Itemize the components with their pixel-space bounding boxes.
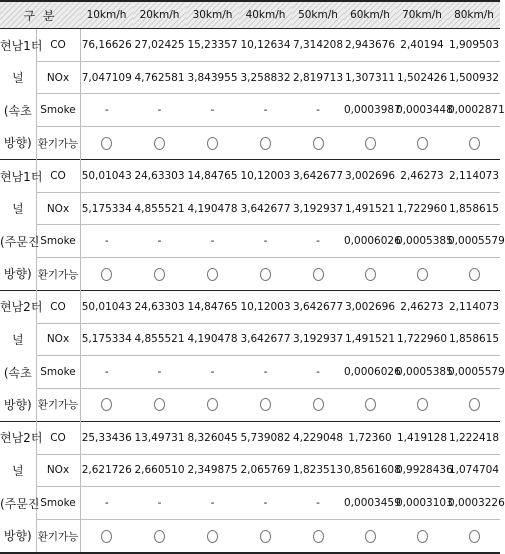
circle-icon bbox=[207, 398, 218, 411]
value-cell: 0,0003448 bbox=[396, 94, 448, 127]
value-cell: 2,065769 bbox=[239, 454, 292, 487]
row-item-label: 환기가능 bbox=[36, 127, 80, 160]
value-cell: 1,858615 bbox=[448, 323, 500, 356]
value-cell: 50,01043 bbox=[80, 159, 133, 192]
ventilation-cell bbox=[186, 127, 239, 160]
table-row bbox=[0, 290, 500, 323]
value-cell: - bbox=[292, 225, 344, 258]
value-cell: 0,0003459 bbox=[344, 487, 396, 520]
value-cell: 14,84765 bbox=[186, 159, 239, 192]
section-label-line: 방향) bbox=[0, 520, 36, 553]
value-cell: 76,16626 bbox=[80, 29, 133, 62]
value-cell: 0,8561608 bbox=[344, 454, 396, 487]
value-cell: 1,491521 bbox=[344, 323, 396, 356]
value-cell: 0,0005579 bbox=[448, 225, 500, 258]
value-cell: 10,12634 bbox=[239, 29, 292, 62]
value-cell: 2,660510 bbox=[133, 454, 186, 487]
circle-icon bbox=[101, 398, 112, 411]
value-cell: 1,307311 bbox=[344, 61, 396, 94]
header-speed: 30km/h bbox=[186, 1, 239, 29]
ventilation-cell bbox=[396, 520, 448, 553]
circle-icon bbox=[469, 137, 480, 150]
row-item-label: NOx bbox=[36, 323, 80, 356]
table-row bbox=[0, 258, 500, 291]
row-item-label: CO bbox=[36, 159, 80, 192]
value-cell: 3,843955 bbox=[186, 61, 239, 94]
section-label-line: (주문진 bbox=[0, 225, 36, 258]
header-speed: 50km/h bbox=[292, 1, 344, 29]
section-label-line: 널 bbox=[0, 61, 36, 94]
header-speed: 20km/h bbox=[133, 1, 186, 29]
value-cell: 3,258832 bbox=[239, 61, 292, 94]
value-cell: 1,419128 bbox=[396, 421, 448, 454]
row-item-label: CO bbox=[36, 29, 80, 62]
value-cell: 50,01043 bbox=[80, 290, 133, 323]
row-item-label: Smoke bbox=[36, 487, 80, 520]
value-cell: - bbox=[186, 225, 239, 258]
section-label-line: (속초 bbox=[0, 356, 36, 389]
ventilation-cell bbox=[133, 389, 186, 422]
ventilation-cell bbox=[396, 389, 448, 422]
circle-icon bbox=[260, 398, 271, 411]
value-cell: 2,621726 bbox=[80, 454, 133, 487]
circle-icon bbox=[313, 268, 324, 281]
header-speed: 60km/h bbox=[344, 1, 396, 29]
circle-icon bbox=[469, 268, 480, 281]
circle-icon bbox=[365, 137, 376, 150]
value-cell: 4,855521 bbox=[133, 323, 186, 356]
section-label-line: 널 bbox=[0, 454, 36, 487]
ventilation-cell bbox=[344, 127, 396, 160]
table-row bbox=[0, 323, 500, 356]
value-cell: - bbox=[292, 94, 344, 127]
row-item-label: 환기가능 bbox=[36, 258, 80, 291]
ventilation-cell bbox=[396, 127, 448, 160]
circle-icon bbox=[101, 530, 112, 543]
value-cell: - bbox=[186, 487, 239, 520]
value-cell: - bbox=[239, 356, 292, 389]
value-cell: 3,642677 bbox=[292, 290, 344, 323]
value-cell: 1,72360 bbox=[344, 421, 396, 454]
table-row bbox=[0, 61, 500, 94]
value-cell: 7,314208 bbox=[292, 29, 344, 62]
value-cell: - bbox=[80, 356, 133, 389]
value-cell: - bbox=[80, 487, 133, 520]
circle-icon bbox=[417, 398, 428, 411]
value-cell: - bbox=[80, 225, 133, 258]
table-row bbox=[0, 487, 500, 520]
value-cell: 4,229048 bbox=[292, 421, 344, 454]
value-cell: - bbox=[133, 94, 186, 127]
value-cell: 1,491521 bbox=[344, 192, 396, 225]
table-body bbox=[0, 29, 505, 554]
value-cell: 0,0006026 bbox=[344, 225, 396, 258]
ventilation-cell bbox=[292, 389, 344, 422]
row-item-label: 환기가능 bbox=[36, 389, 80, 422]
section-label-line: 현남1터 bbox=[0, 159, 36, 192]
value-cell: 8,326045 bbox=[186, 421, 239, 454]
ventilation-cell bbox=[239, 258, 292, 291]
section-label-line: 현남2터 bbox=[0, 421, 36, 454]
value-cell: 2,349875 bbox=[186, 454, 239, 487]
value-cell: 13,49731 bbox=[133, 421, 186, 454]
section-label-line: 방향) bbox=[0, 127, 36, 160]
row-item-label: 환기가능 bbox=[36, 520, 80, 553]
table-row bbox=[0, 29, 500, 62]
value-cell: 0,0005385 bbox=[396, 225, 448, 258]
value-cell: 2,943676 bbox=[344, 29, 396, 62]
ventilation-cell bbox=[239, 389, 292, 422]
ventilation-cell bbox=[292, 127, 344, 160]
ventilation-cell bbox=[186, 258, 239, 291]
value-cell: 3,192937 bbox=[292, 192, 344, 225]
value-cell: 2,114073 bbox=[448, 290, 500, 323]
value-cell: 0,0003103 bbox=[396, 487, 448, 520]
value-cell: 2,46273 bbox=[396, 290, 448, 323]
circle-icon bbox=[207, 268, 218, 281]
row-item-label: Smoke bbox=[36, 94, 80, 127]
circle-icon bbox=[365, 398, 376, 411]
value-cell: 3,192937 bbox=[292, 323, 344, 356]
circle-icon bbox=[260, 268, 271, 281]
circle-icon bbox=[101, 137, 112, 150]
value-cell: 25,33436 bbox=[80, 421, 133, 454]
circle-icon bbox=[365, 530, 376, 543]
circle-icon bbox=[154, 268, 165, 281]
value-cell: 3,642677 bbox=[239, 192, 292, 225]
circle-icon bbox=[154, 137, 165, 150]
ventilation-cell bbox=[239, 127, 292, 160]
value-cell: - bbox=[186, 356, 239, 389]
value-cell: - bbox=[133, 487, 186, 520]
header-row bbox=[0, 1, 500, 29]
table-row bbox=[0, 520, 500, 553]
section-label-line: 현남2터 bbox=[0, 290, 36, 323]
value-cell: 24,63303 bbox=[133, 290, 186, 323]
circle-icon bbox=[313, 398, 324, 411]
row-item-label: NOx bbox=[36, 454, 80, 487]
ventilation-cell bbox=[448, 389, 500, 422]
circle-icon bbox=[365, 268, 376, 281]
value-cell: 2,819713 bbox=[292, 61, 344, 94]
value-cell: - bbox=[133, 225, 186, 258]
section-label-line: (주문진 bbox=[0, 487, 36, 520]
circle-icon bbox=[417, 268, 428, 281]
row-item-label: Smoke bbox=[36, 356, 80, 389]
row-item-label: Smoke bbox=[36, 225, 80, 258]
value-cell: 15,23357 bbox=[186, 29, 239, 62]
value-cell: 0,0003987 bbox=[344, 94, 396, 127]
ventilation-cell bbox=[448, 520, 500, 553]
value-cell: 1,502426 bbox=[396, 61, 448, 94]
value-cell: 1,858615 bbox=[448, 192, 500, 225]
value-cell: - bbox=[80, 94, 133, 127]
ventilation-cell bbox=[448, 258, 500, 291]
circle-icon bbox=[154, 530, 165, 543]
ventilation-cell bbox=[396, 258, 448, 291]
value-cell: 2,46273 bbox=[396, 159, 448, 192]
section-label-line: 널 bbox=[0, 323, 36, 356]
section-label-line: (속초 bbox=[0, 94, 36, 127]
ventilation-cell bbox=[239, 520, 292, 553]
circle-icon bbox=[207, 137, 218, 150]
value-cell: 4,762581 bbox=[133, 61, 186, 94]
row-item-label: CO bbox=[36, 421, 80, 454]
value-cell: - bbox=[133, 356, 186, 389]
table-row bbox=[0, 192, 500, 225]
value-cell: 14,84765 bbox=[186, 290, 239, 323]
value-cell: 0,0002871 bbox=[448, 94, 500, 127]
ventilation-cell bbox=[80, 389, 133, 422]
ventilation-cell bbox=[133, 258, 186, 291]
value-cell: 10,12003 bbox=[239, 290, 292, 323]
row-item-label: CO bbox=[36, 290, 80, 323]
circle-icon bbox=[313, 137, 324, 150]
ventilation-cell bbox=[186, 389, 239, 422]
value-cell: 1,722960 bbox=[396, 192, 448, 225]
circle-icon bbox=[469, 398, 480, 411]
circle-icon bbox=[260, 530, 271, 543]
table-row bbox=[0, 94, 500, 127]
value-cell: 10,12003 bbox=[239, 159, 292, 192]
table-row bbox=[0, 421, 500, 454]
value-cell: 1,909503 bbox=[448, 29, 500, 62]
value-cell: 2,114073 bbox=[448, 159, 500, 192]
circle-icon bbox=[313, 530, 324, 543]
ventilation-cell bbox=[344, 258, 396, 291]
row-item-label: NOx bbox=[36, 192, 80, 225]
ventilation-cell bbox=[186, 520, 239, 553]
value-cell: 0,0003226 bbox=[448, 487, 500, 520]
value-cell: 2,40194 bbox=[396, 29, 448, 62]
value-cell: 1,823513 bbox=[292, 454, 344, 487]
value-cell: - bbox=[186, 94, 239, 127]
value-cell: 27,02425 bbox=[133, 29, 186, 62]
value-cell: - bbox=[239, 225, 292, 258]
ventilation-cell bbox=[80, 127, 133, 160]
value-cell: 5,739082 bbox=[239, 421, 292, 454]
section-label-line: 널 bbox=[0, 192, 36, 225]
ventilation-cell bbox=[133, 127, 186, 160]
ventilation-cell bbox=[292, 258, 344, 291]
circle-icon bbox=[260, 137, 271, 150]
header-corner: 구 분 bbox=[0, 1, 80, 29]
row-item-label: NOx bbox=[36, 61, 80, 94]
value-cell: - bbox=[292, 487, 344, 520]
ventilation-cell bbox=[344, 520, 396, 553]
ventilation-cell bbox=[292, 520, 344, 553]
value-cell: 1,500932 bbox=[448, 61, 500, 94]
header-speed: 40km/h bbox=[239, 1, 292, 29]
value-cell: 0,0005579 bbox=[448, 356, 500, 389]
circle-icon bbox=[417, 530, 428, 543]
value-cell: 24,63303 bbox=[133, 159, 186, 192]
section-label-line: 방향) bbox=[0, 389, 36, 422]
value-cell: 1,722960 bbox=[396, 323, 448, 356]
table-row bbox=[0, 389, 500, 422]
circle-icon bbox=[207, 530, 218, 543]
value-cell: - bbox=[239, 487, 292, 520]
ventilation-cell bbox=[80, 258, 133, 291]
circle-icon bbox=[154, 398, 165, 411]
value-cell: 5,175334 bbox=[80, 323, 133, 356]
section-label-line: 현남1터 bbox=[0, 29, 36, 62]
value-cell: 1,222418 bbox=[448, 421, 500, 454]
value-cell: 7,047109 bbox=[80, 61, 133, 94]
ventilation-cell bbox=[80, 520, 133, 553]
value-cell: 0,9928436 bbox=[396, 454, 448, 487]
value-cell: 0,0005385 bbox=[396, 356, 448, 389]
section-label-line: 방향) bbox=[0, 258, 36, 291]
ventilation-cell bbox=[344, 389, 396, 422]
table-row bbox=[0, 159, 500, 192]
value-cell: 4,190478 bbox=[186, 323, 239, 356]
value-cell: 3,002696 bbox=[344, 290, 396, 323]
table-row bbox=[0, 225, 500, 258]
value-cell: 3,642677 bbox=[292, 159, 344, 192]
value-cell: 3,002696 bbox=[344, 159, 396, 192]
ventilation-cell bbox=[448, 127, 500, 160]
value-cell: 5,175334 bbox=[80, 192, 133, 225]
value-cell: 1,074704 bbox=[448, 454, 500, 487]
circle-icon bbox=[417, 137, 428, 150]
value-cell: - bbox=[239, 94, 292, 127]
value-cell: 4,855521 bbox=[133, 192, 186, 225]
value-cell: 4,190478 bbox=[186, 192, 239, 225]
circle-icon bbox=[469, 530, 480, 543]
table-row bbox=[0, 454, 500, 487]
value-cell: 0,0006026 bbox=[344, 356, 396, 389]
value-cell: - bbox=[292, 356, 344, 389]
value-cell: 3,642677 bbox=[239, 323, 292, 356]
circle-icon bbox=[101, 268, 112, 281]
table-row bbox=[0, 356, 500, 389]
header-speed: 80km/h bbox=[448, 1, 500, 29]
ventilation-cell bbox=[133, 520, 186, 553]
table-row bbox=[0, 127, 500, 160]
header-speed: 10km/h bbox=[80, 1, 133, 29]
header-speed: 70km/h bbox=[396, 1, 448, 29]
